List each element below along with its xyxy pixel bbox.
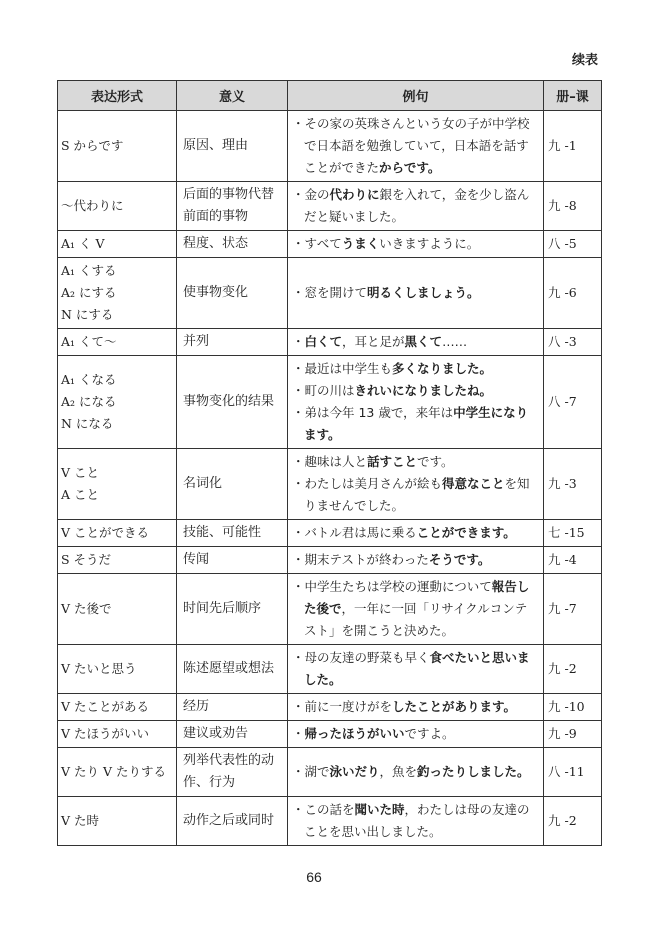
meaning-line: 原因、理由 — [183, 138, 249, 153]
example-cell — [288, 520, 544, 547]
example-sentence — [292, 647, 539, 691]
meaning-line: 后面的事物代替 — [183, 187, 275, 202]
example-cell — [288, 547, 544, 574]
example-sentence — [292, 380, 539, 402]
example-highlight: ことができます。 — [416, 525, 516, 540]
meaning-line: 时间先后顺序 — [183, 601, 262, 616]
example-text: ・ — [292, 334, 305, 349]
form-line: A₁ くて〜 — [61, 334, 117, 349]
form-line: A こと — [61, 487, 100, 502]
table-row — [58, 645, 602, 694]
meaning-cell — [177, 356, 288, 449]
volume-lesson-cell: 九 -4 — [544, 547, 602, 574]
form-cell — [58, 645, 177, 694]
form-line: V こと — [61, 465, 100, 480]
form-line: V たことがある — [61, 699, 150, 714]
meaning-line: 事物变化的结果 — [183, 394, 275, 409]
form-cell — [58, 694, 177, 721]
table-header-row — [58, 81, 602, 111]
example-cell — [288, 182, 544, 231]
header-example: 例句 — [288, 81, 544, 111]
meaning-line: 陈述愿望或想法 — [183, 661, 275, 676]
meaning-line: 使事物变化 — [183, 285, 249, 300]
form-line: 〜代わりに — [61, 198, 124, 213]
example-text: ，わたしは母の友達のことを思い出しました。 — [304, 802, 530, 839]
example-text: ・ — [292, 726, 305, 741]
meaning-cell — [177, 797, 288, 846]
example-sentence — [292, 761, 539, 783]
example-cell — [288, 231, 544, 258]
form-line: V たほうがいい — [61, 726, 150, 741]
example-sentence — [292, 451, 539, 473]
example-highlight: きれいになりましたね。 — [354, 383, 493, 398]
meaning-cell — [177, 231, 288, 258]
example-sentence — [292, 184, 539, 228]
example-highlight: 得意なこと — [442, 476, 505, 491]
example-cell — [288, 721, 544, 748]
form-cell — [58, 748, 177, 797]
table-row — [58, 449, 602, 520]
meaning-line: 技能、可能性 — [183, 525, 262, 540]
form-cell — [58, 574, 177, 645]
example-text: ，魚を — [379, 764, 418, 779]
table-row — [58, 694, 602, 721]
table-row — [58, 231, 602, 258]
form-cell — [58, 520, 177, 547]
example-highlight: そうです。 — [428, 552, 491, 567]
form-line: A₁ くなる — [61, 372, 117, 387]
example-text: …… — [442, 334, 468, 349]
form-line: A₁ く V — [61, 236, 105, 251]
example-highlight: したことがあります。 — [392, 699, 517, 714]
example-sentence — [292, 696, 539, 718]
example-cell — [288, 797, 544, 846]
example-cell — [288, 111, 544, 182]
example-sentence — [292, 723, 539, 745]
example-text: ・湖で — [292, 764, 330, 779]
example-highlight: 明るくしましょう。 — [367, 285, 480, 300]
example-highlight: 多くなりました。 — [392, 361, 493, 376]
meaning-cell — [177, 645, 288, 694]
form-line: N にする — [61, 307, 114, 322]
table-row — [58, 111, 602, 182]
table-row — [58, 721, 602, 748]
volume-lesson-cell: 七 -15 — [544, 520, 602, 547]
meaning-line: 动作之后或同时 — [183, 813, 275, 828]
volume-lesson-cell: 九 -7 — [544, 574, 602, 645]
example-sentence — [292, 402, 539, 446]
example-text: ・趣味は人と — [292, 454, 368, 469]
meaning-line: 经历 — [183, 699, 210, 714]
example-text: ・この話を — [292, 802, 355, 817]
example-text: ですよ。 — [404, 726, 455, 741]
table-row — [58, 356, 602, 449]
meaning-line: 名词化 — [183, 476, 223, 491]
form-cell — [58, 111, 177, 182]
example-sentence — [292, 799, 539, 843]
meaning-cell — [177, 547, 288, 574]
meaning-line: 列举代表性的动 — [183, 753, 275, 768]
example-text: 銀を入れて，金を少し盗んだと疑いました。 — [304, 187, 530, 224]
table-row — [58, 797, 602, 846]
example-text: ・期末テストが終わった — [292, 552, 429, 567]
example-text: ・母の友達の野菜も早く — [292, 650, 430, 665]
grammar-table — [57, 80, 602, 846]
volume-lesson-cell: 九 -3 — [544, 449, 602, 520]
header-volume-lesson: 册–课 — [544, 81, 602, 111]
example-highlight: うまく — [341, 236, 380, 251]
example-highlight: 代わりに — [329, 187, 380, 202]
volume-lesson-cell: 八 -5 — [544, 231, 602, 258]
example-highlight: 聞いた時 — [354, 802, 405, 817]
meaning-cell — [177, 721, 288, 748]
form-line: A₂ になる — [61, 394, 117, 409]
example-cell — [288, 449, 544, 520]
form-cell — [58, 449, 177, 520]
example-sentence — [292, 113, 539, 179]
form-line: S そうだ — [61, 552, 112, 567]
table-row — [58, 748, 602, 797]
example-sentence — [292, 282, 539, 304]
form-cell — [58, 721, 177, 748]
example-cell — [288, 645, 544, 694]
example-cell — [288, 748, 544, 797]
form-line: V た後で — [61, 601, 112, 616]
meaning-cell — [177, 574, 288, 645]
example-text: ・中学生たちは学校の運動について — [292, 579, 492, 594]
volume-lesson-cell: 九 -6 — [544, 258, 602, 329]
example-text: ・すべて — [292, 236, 342, 251]
form-cell — [58, 797, 177, 846]
example-sentence — [292, 576, 539, 642]
example-cell — [288, 258, 544, 329]
form-line: V ことができる — [61, 525, 150, 540]
example-text: いきますように。 — [379, 236, 480, 251]
example-cell — [288, 574, 544, 645]
volume-lesson-cell: 九 -9 — [544, 721, 602, 748]
example-text: ・その家の英珠さんという女の子が中学校で日本語を勉強していて，日本語を話すことができた — [292, 116, 530, 175]
example-text: ・前に一度けがを — [292, 699, 393, 714]
meaning-line: 程度、状态 — [183, 236, 249, 251]
form-line: V たいと思う — [61, 661, 137, 676]
form-cell — [58, 231, 177, 258]
volume-lesson-cell: 九 -2 — [544, 797, 602, 846]
form-cell — [58, 547, 177, 574]
example-highlight: 白くて — [304, 334, 343, 349]
continued-label: 续表 — [571, 53, 598, 68]
example-highlight: からです。 — [379, 160, 441, 175]
example-highlight: 帰ったほうがいい — [304, 726, 405, 741]
example-highlight: 食べたいと思いました。 — [304, 650, 530, 687]
form-line: V た時 — [61, 813, 100, 828]
example-text: ・弟は今年 13 歳で，来年は — [292, 405, 454, 420]
form-cell — [58, 356, 177, 449]
example-cell — [288, 356, 544, 449]
form-line: N になる — [61, 416, 114, 431]
table-row — [58, 182, 602, 231]
table-row — [58, 258, 602, 329]
meaning-cell — [177, 111, 288, 182]
example-text: ，耳と足が — [342, 334, 405, 349]
example-text: です。 — [417, 454, 454, 469]
meaning-line: 并列 — [183, 334, 210, 349]
example-highlight: 話すこと — [367, 454, 418, 469]
example-text: ，一年に一回「リサイクルコンテスト」を開こうと決めた。 — [304, 601, 528, 638]
example-sentence — [292, 331, 539, 353]
page-number: 66 — [306, 869, 322, 885]
meaning-cell — [177, 694, 288, 721]
form-line: S からです — [61, 138, 124, 153]
volume-lesson-cell: 八 -11 — [544, 748, 602, 797]
example-cell — [288, 694, 544, 721]
example-sentence — [292, 522, 539, 544]
table-body — [58, 111, 602, 846]
example-text: ・最近は中学生も — [292, 361, 393, 376]
table-row — [58, 329, 602, 356]
volume-lesson-cell: 八 -7 — [544, 356, 602, 449]
meaning-cell — [177, 449, 288, 520]
meaning-line: 前面的事物 — [183, 209, 249, 224]
form-cell — [58, 258, 177, 329]
example-text: ・窓を開けて — [292, 285, 368, 300]
example-sentence — [292, 233, 539, 255]
example-sentence — [292, 549, 539, 571]
example-text: ・町の川は — [292, 383, 355, 398]
table-row — [58, 520, 602, 547]
meaning-line: 作、行为 — [183, 775, 236, 790]
example-highlight: 泳いだり — [329, 764, 380, 779]
example-sentence — [292, 473, 539, 517]
meaning-cell — [177, 520, 288, 547]
header-form: 表达形式 — [58, 81, 177, 111]
meaning-cell — [177, 182, 288, 231]
example-highlight: 報告した後で — [304, 579, 530, 616]
volume-lesson-cell: 九 -8 — [544, 182, 602, 231]
meaning-line: 传闻 — [183, 552, 210, 567]
form-cell — [58, 329, 177, 356]
volume-lesson-cell: 八 -3 — [544, 329, 602, 356]
form-line: V たり V たりする — [61, 764, 166, 779]
table-row — [58, 547, 602, 574]
example-cell — [288, 329, 544, 356]
meaning-cell — [177, 329, 288, 356]
header-meaning: 意义 — [177, 81, 288, 111]
meaning-cell — [177, 748, 288, 797]
example-text: ・バトル君は馬に乗る — [292, 525, 417, 540]
example-text: ・わたしは美月さんが絵も — [292, 476, 443, 491]
example-text: ・金の — [292, 187, 330, 202]
form-line: A₂ にする — [61, 285, 117, 300]
example-highlight: 中学生になります。 — [304, 405, 529, 442]
example-highlight: 黒くて — [404, 334, 443, 349]
example-highlight: 釣ったりしました。 — [417, 764, 530, 779]
volume-lesson-cell: 九 -10 — [544, 694, 602, 721]
form-cell — [58, 182, 177, 231]
meaning-cell — [177, 258, 288, 329]
example-sentence — [292, 358, 539, 380]
volume-lesson-cell: 九 -2 — [544, 645, 602, 694]
form-line: A₁ くする — [61, 263, 117, 278]
table-row — [58, 574, 602, 645]
meaning-line: 建议或劝告 — [183, 726, 249, 741]
volume-lesson-cell: 九 -1 — [544, 111, 602, 182]
example-text: を知りませんでした。 — [304, 476, 530, 513]
